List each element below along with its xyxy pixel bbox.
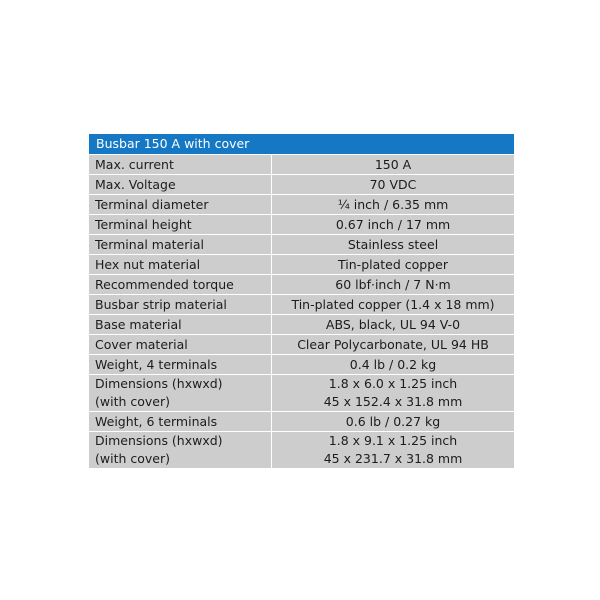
spec-value: 70 VDC (272, 175, 515, 195)
table-row (89, 335, 515, 355)
table-row (89, 275, 515, 295)
spec-value: 150 A (272, 155, 515, 175)
spec-value-line: 45 x 231.7 x 31.8 mm (323, 451, 463, 466)
spec-value: ABS, black, UL 94 V-0 (272, 315, 515, 335)
spec-value: 0.67 inch / 17 mm (272, 215, 515, 235)
spec-value-line: 1.8 x 6.0 x 1.25 inch (328, 376, 458, 391)
spec-label-line: Dimensions (hxwxd) (95, 376, 223, 391)
spec-value: Stainless steel (272, 235, 515, 255)
spec-label-line: (with cover) (95, 394, 170, 409)
table-row (89, 412, 515, 432)
table-row (89, 295, 515, 315)
spec-value (272, 375, 515, 412)
table-row (89, 195, 515, 215)
table-row (89, 235, 515, 255)
table-row (89, 432, 515, 469)
spec-value: 0.4 lb / 0.2 kg (272, 355, 515, 375)
spec-value: ¼ inch / 6.35 mm (272, 195, 515, 215)
spec-label-line: (with cover) (95, 451, 170, 466)
spec-value: Tin-plated copper (272, 255, 515, 275)
spec-label: Terminal diameter (89, 195, 272, 215)
table-row (89, 175, 515, 195)
spec-label (89, 432, 272, 469)
table-row (89, 315, 515, 335)
table-row (89, 375, 515, 412)
spec-label: Weight, 4 terminals (89, 355, 272, 375)
table-title: Busbar 150 A with cover (89, 134, 515, 155)
spec-label (89, 375, 272, 412)
spec-value: Tin-plated copper (1.4 x 18 mm) (272, 295, 515, 315)
spec-label: Hex nut material (89, 255, 272, 275)
table-row (89, 215, 515, 235)
spec-value-line: 1.8 x 9.1 x 1.25 inch (328, 433, 458, 448)
table-row (89, 155, 515, 175)
spec-value: 60 lbf·inch / 7 N·m (272, 275, 515, 295)
table-row (89, 355, 515, 375)
spec-label-line: Dimensions (hxwxd) (95, 433, 223, 448)
table-row (89, 255, 515, 275)
spec-label: Max. Voltage (89, 175, 272, 195)
spec-label: Busbar strip material (89, 295, 272, 315)
spec-value: Clear Polycarbonate, UL 94 HB (272, 335, 515, 355)
spec-value (272, 432, 515, 469)
spec-table (88, 133, 515, 469)
spec-label: Weight, 6 terminals (89, 412, 272, 432)
spec-value-line: 45 x 152.4 x 31.8 mm (323, 394, 463, 409)
spec-label: Max. current (89, 155, 272, 175)
spec-label: Base material (89, 315, 272, 335)
spec-label: Terminal material (89, 235, 272, 255)
spec-label: Recommended torque (89, 275, 272, 295)
spec-value: 0.6 lb / 0.27 kg (272, 412, 515, 432)
spec-label: Cover material (89, 335, 272, 355)
spec-label: Terminal height (89, 215, 272, 235)
table-header-row (89, 134, 515, 155)
